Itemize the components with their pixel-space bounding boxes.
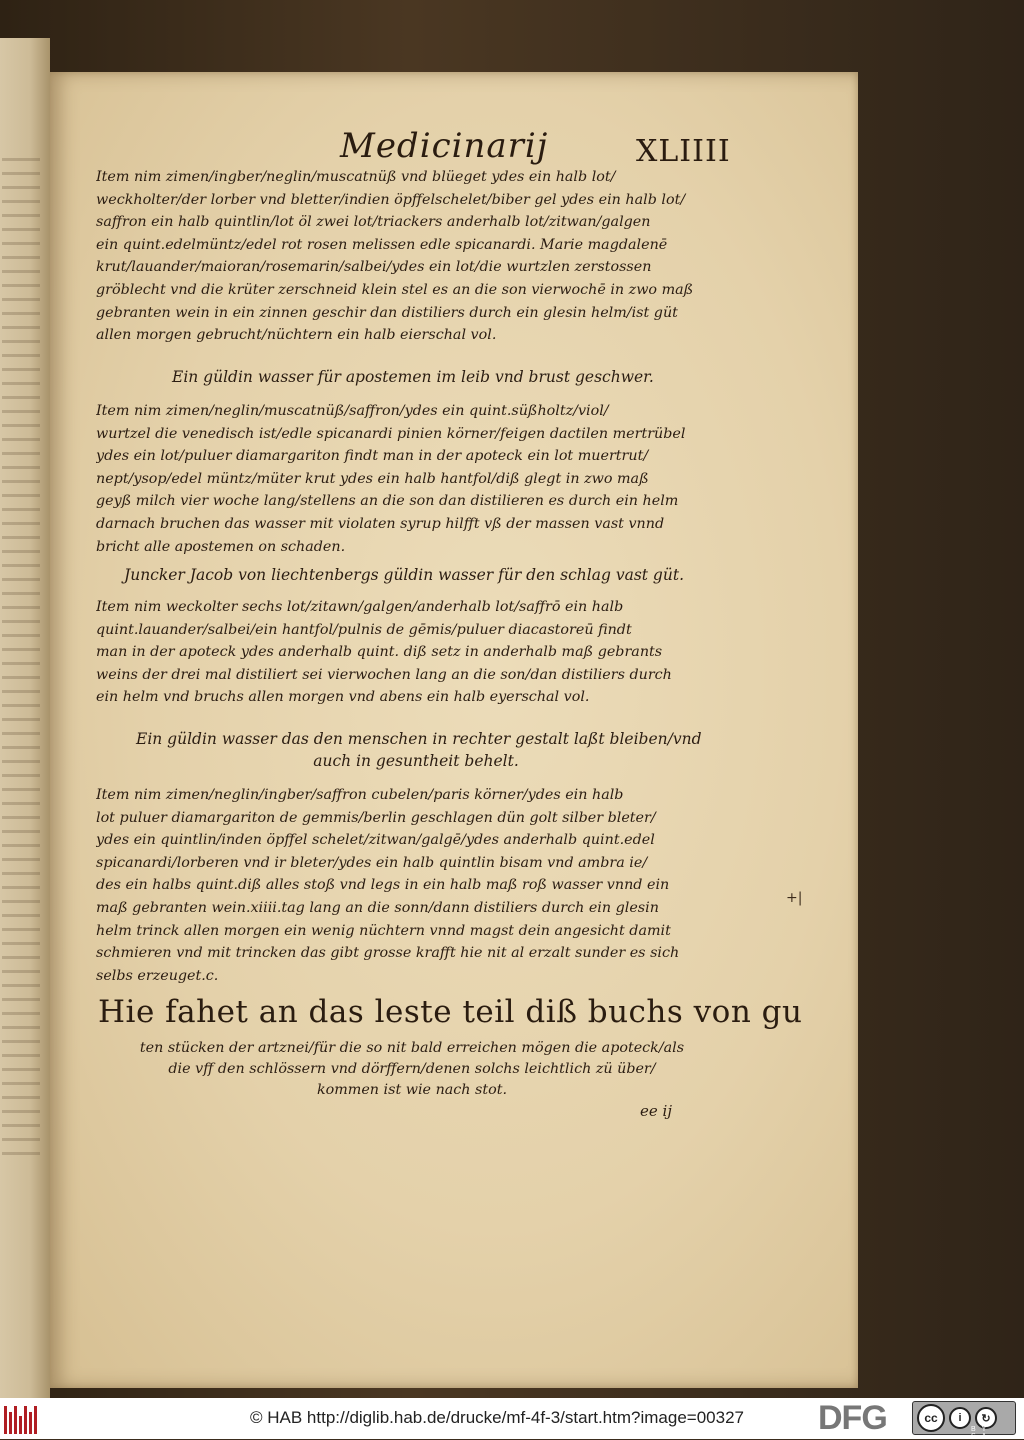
credit-link[interactable]: © HAB http://diglib.hab.de/drucke/mf-4f-3/start.htm?image=00327: [250, 1408, 744, 1427]
dfg-logo[interactable]: DFG: [818, 1399, 887, 1437]
section-subheading-line: die vff den schlössern vnd dörffern/denen solchs leichtlich zü über/: [168, 1061, 656, 1077]
text-line: weckholter/der lorber vnd bletter/indien öpffelschelet/biber gel ydes ein halb lot/: [96, 191, 686, 208]
text-line: schmieren vnd mit trincken das gibt grosse krafft hie nit al erzalt sunder es sich: [96, 945, 680, 962]
folio-number: XLIIII: [636, 134, 731, 169]
cc-license-badge[interactable]: [912, 1401, 1016, 1440]
section-subheading-line: ten stücken der artznei/für die so nit bald erreichen mögen die apoteck/als: [139, 1040, 685, 1056]
section-subheading-line: kommen ist wie nach stot.: [316, 1082, 508, 1098]
text-line: quint.lauander/salbei/ein hantfol/pulnis de gēmis/puluer diacastoreū findt: [96, 621, 632, 638]
text-line: selbs erzeuget.c.: [96, 967, 219, 984]
share-alike-icon: ↻: [975, 1407, 997, 1429]
paragraph-1: [96, 166, 736, 347]
recipe-heading-2: Juncker Jacob von liechtenbergs güldin wasser für den schlag vast güt.: [124, 566, 684, 584]
text-line: gröblecht vnd die krüter zerschneid klein stel es an die son vierwochē in zwo maß: [96, 281, 694, 298]
by-attribution-icon: i: [949, 1407, 971, 1429]
text-line: man in der apoteck ydes anderhalb quint. diß setz in anderhalb maß gebrants: [96, 644, 663, 661]
text-line: nept/ysop/edel müntz/müter krut ydes ein halb hantfol/diß glegt in zwo maß: [96, 470, 649, 487]
facing-page-text-traces: [2, 158, 40, 1158]
section-heading: Hie fahet an das leste teil diß buchs von gu: [98, 994, 803, 1030]
text-line: ydes ein quintlin/inden öpffel schelet/zitwan/galgē/ydes anderhalb quint.edel: [96, 832, 655, 849]
paragraph-3: [96, 596, 736, 709]
text-line: Item nim zimen/ingber/neglin/muscatnüß vnd blüeget ydes ein halb lot/: [96, 169, 616, 185]
text-line: ydes ein lot/puluer diamargariton findt man in der apoteck ein lot muertrut/: [96, 448, 649, 465]
facing-page-edge: [0, 38, 50, 1398]
text-line: ein helm vnd bruchs allen morgen vnd abens ein halb eyerschal vol.: [96, 689, 590, 706]
text-line: Item nim zimen/neglin/muscatnüß/saffron/ydes ein quint.süßholtz/viol/: [96, 403, 609, 419]
signature-mark: ee ij: [640, 1102, 672, 1120]
margin-mark: +|: [786, 890, 803, 906]
text-line: ein quint.edelmüntz/edel rot rosen melissen edle spicanardi. Marie magdalenē: [96, 236, 668, 253]
text-line: bricht alle apostemen on schaden.: [96, 538, 346, 555]
recipe-heading-3: [136, 728, 702, 772]
text-line: Item nim zimen/neglin/ingber/saffron cubelen/paris körner/ydes ein halb: [96, 787, 624, 803]
text-line: krut/lauander/maioran/rosemarin/salbei/ydes ein lot/die wurtzlen zerstossen: [96, 259, 652, 276]
text-line: saffron ein halb quintlin/lot öl zwei lot/triackers anderhalb lot/zitwan/galgen: [96, 214, 651, 231]
text-line: Item nim weckolter sechs lot/zitawn/galgen/anderhalb lot/saffrō ein halb: [96, 599, 624, 615]
text-line: spicanardi/lorberen vnd ir bleter/ydes ein halb quintlin bisam vnd ambra ie/: [96, 854, 648, 871]
text-line: weins der drei mal distiliert sei vierwochen lang an die son/dan distiliers durch: [96, 666, 672, 683]
recipe-heading-1: Ein güldin wasser für apostemen im leib vnd brust geschwer.: [172, 368, 654, 386]
heading-line: Ein güldin wasser das den menschen in rechter gestalt laßt bleiben/vnd: [136, 730, 702, 748]
footer-bar: [0, 1398, 1024, 1439]
text-line: helm trinck allen morgen ein wenig nüchtern vnnd magst dein angesicht damit: [96, 922, 671, 939]
heading-line: auch in gesuntheit behelt.: [313, 752, 519, 770]
text-line: darnach bruchen das wasser mit violaten syrup hilfft vß der massen vast vnnd: [96, 515, 665, 532]
text-line: wurtzel die venedisch ist/edle spicanardi pinien körner/feigen dactilen mertrübel: [96, 425, 686, 442]
running-title: Medicinarij: [340, 126, 549, 166]
text-line: geyß milch vier woche lang/stellens an die son dan distilieren es durch ein helm: [96, 493, 679, 510]
cc-icon: cc: [917, 1404, 945, 1432]
text-line: gebranten wein in ein zinnen geschir dan distiliers durch ein glesin helm/ist güt: [96, 304, 678, 321]
paragraph-4: [96, 784, 736, 987]
hab-logo-icon[interactable]: [4, 1402, 38, 1434]
cc-tags: BY SA: [971, 1426, 993, 1440]
paragraph-2: [96, 400, 736, 558]
text-line: allen morgen gebrucht/nüchtern ein halb eierschal vol.: [96, 327, 497, 344]
text-line: lot puluer diamargariton de gemmis/berlin geschlagen dün golt silber bleter/: [96, 809, 656, 826]
text-line: maß gebranten wein.xiiii.tag lang an die sonn/dann distiliers durch ein glesin: [96, 899, 659, 916]
text-line: des ein halbs quint.diß alles stoß vnd legs in ein halb maß roß wasser vnnd ein: [96, 877, 670, 894]
